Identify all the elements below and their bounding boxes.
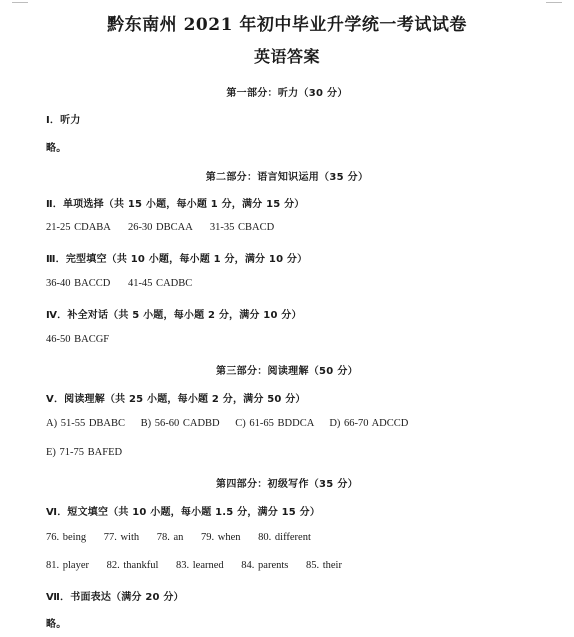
answer-group: B) 56-60 CADBD — [140, 418, 220, 429]
section-4-heading: Ⅳ．补全对话（共 5 小题，每小题 2 分，满分 10 分） — [46, 310, 302, 321]
answer-item: 84. parents — [241, 560, 289, 571]
part-3-heading: 第三部分：阅读理解（50 分） — [216, 366, 358, 377]
part-1-heading: 第一部分：听力（30 分） — [226, 88, 348, 99]
answer-item: 83. learned — [176, 560, 224, 571]
answer-group: 26-30 DBCAA — [127, 222, 193, 233]
answer-group: D) 66-70 ADCCD — [329, 418, 409, 429]
answer-group: 21-25 CDABA — [46, 222, 111, 233]
answer-group: E) 71-75 BAFED — [46, 447, 123, 458]
page-edge-mark-right — [546, 2, 562, 3]
answer-item: 82. thankful — [106, 560, 159, 571]
section-2-answers — [46, 222, 274, 233]
section-3-answers — [46, 278, 192, 289]
part-2-heading: 第二部分：语言知识运用（35 分） — [205, 172, 369, 183]
answer-group: 41-45 CADBC — [127, 278, 193, 289]
answer-group: 46-50 BACGF — [46, 334, 110, 345]
answer-item: 79. when — [201, 532, 241, 543]
section-4-answers — [46, 334, 109, 345]
answer-item: 78. an — [156, 532, 184, 543]
answer-item: 85. their — [305, 560, 342, 571]
section-7-answer: 略。 — [46, 619, 67, 630]
section-5-answers-line-1 — [46, 418, 408, 429]
answer-group: 36-40 BACCD — [46, 278, 111, 289]
section-7-heading: Ⅶ．书面表达（满分 20 分） — [46, 592, 184, 603]
section-2-heading: Ⅱ．单项选择（共 15 小题，每小题 1 分，满分 15 分） — [46, 199, 305, 210]
document-title: 黔东南州 2021 年初中毕业升学统一考试试卷 — [107, 15, 467, 35]
section-1-heading: Ⅰ．听力 — [46, 115, 81, 126]
answer-item: 76. being — [46, 532, 87, 543]
section-6-answers-line-2 — [46, 560, 342, 571]
answer-item: 80. different — [258, 532, 311, 543]
answer-group: 31-35 CBACD — [209, 222, 275, 233]
document-subtitle: 英语答案 — [253, 47, 320, 66]
answer-item: 77. with — [103, 532, 140, 543]
answer-item: 81. player — [46, 560, 89, 571]
section-6-answers-line-1 — [46, 532, 311, 543]
answer-group: A) 51-55 DBABC — [46, 418, 126, 429]
section-3-heading: Ⅲ．完型填空（共 10 小题，每小题 1 分，满分 10 分） — [46, 254, 308, 265]
section-6-heading: Ⅵ．短文填空（共 10 小题，每小题 1.5 分，满分 15 分） — [46, 507, 321, 518]
page-edge-mark-left — [12, 2, 28, 3]
part-4-heading: 第四部分：初级写作（35 分） — [216, 479, 358, 490]
section-1-answer: 略。 — [46, 143, 67, 154]
answer-group: C) 61-65 BDDCA — [235, 418, 314, 429]
section-5-answers-line-2 — [46, 447, 122, 458]
section-5-heading: Ⅴ．阅读理解（共 25 小题，每小题 2 分，满分 50 分） — [46, 394, 306, 405]
